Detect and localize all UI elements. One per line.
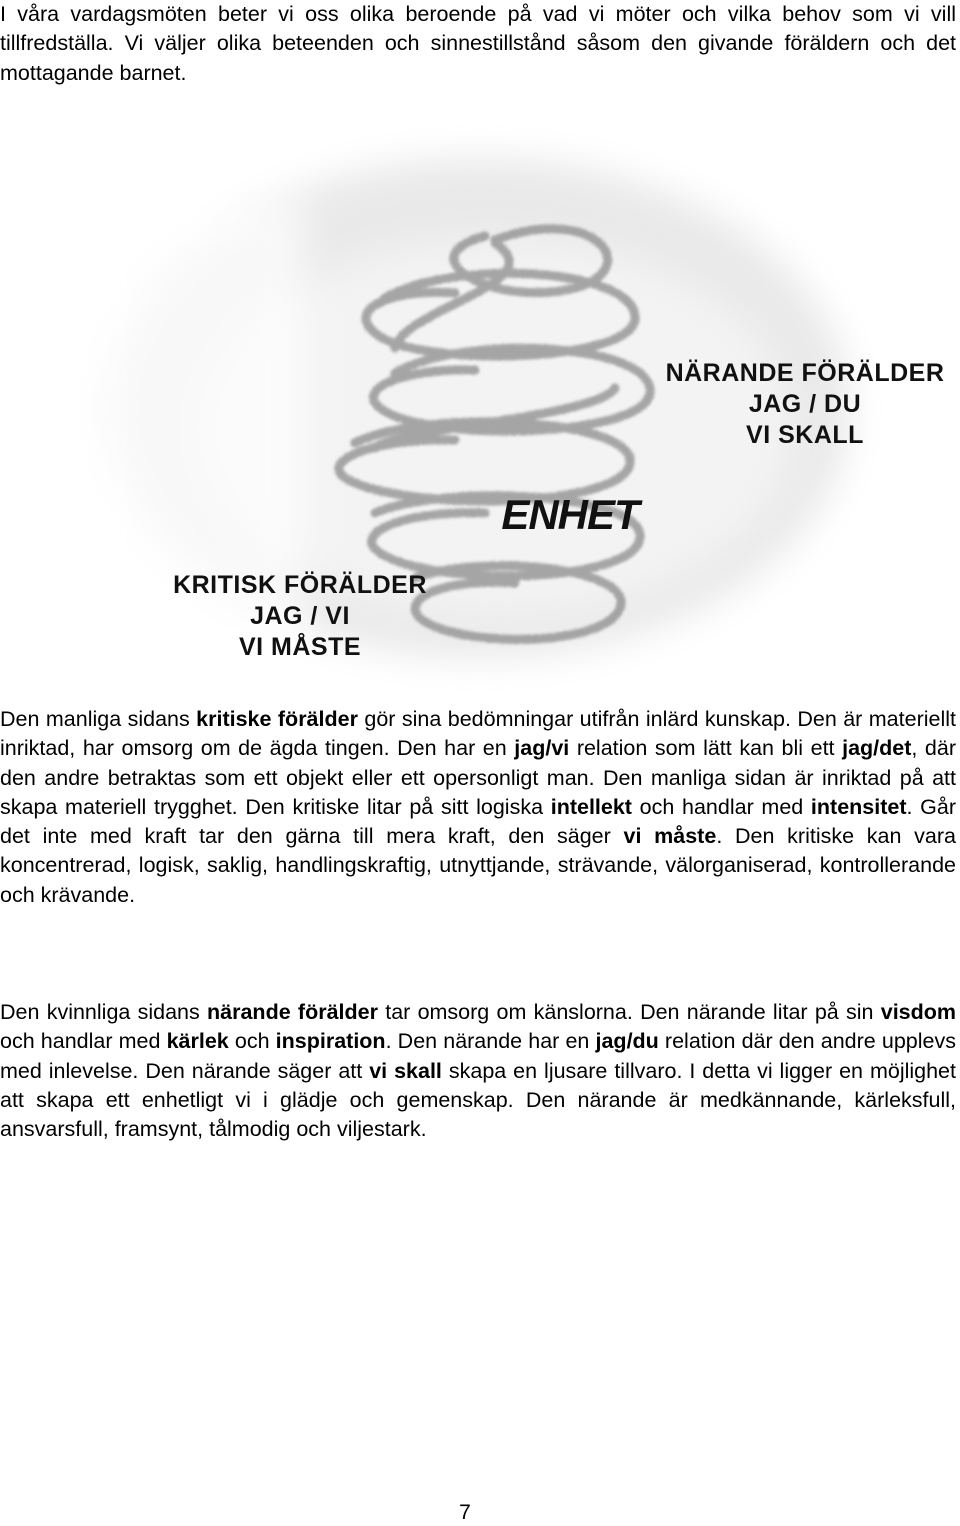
critical-parent-paragraph [0,705,956,910]
text-run: skapa en ljusare tillvaro. I detta vi ligger en möjlighet att skapa ett enhetligt vi i glädje och gemenskap. Den närande är medkännande, kärleksfull, ansvarsfull, framsynt, tålmodig och viljestark. [0,1058,956,1142]
intro-paragraph: I våra vardagsmöten beter vi oss olika beroende på vad vi möter och vilka behov som vi vill tillfredställa. Vi väljer olika beteenden och sinnestillstånd såsom den givande föräldern och det mottagande barnet. [0,2,956,85]
text-run: Den kvinnliga sidans [0,1000,208,1024]
text-run: relation som lätt kan bli ett [569,736,843,761]
nurturing-parent-motto: VI SKALL [746,421,864,449]
text-run: gör sina bedömningar utifrån inlärd kunskap. Den är materiellt inriktad, har omsorg om de ägda tingen. Den har en [0,707,956,761]
emphasis-term: vi skall [369,1058,442,1083]
text-run: tar omsorg om känslorna. Den närande litar på sin [377,1000,881,1024]
nurturing-parent-label [660,358,950,451]
emphasis-term: närande förälder [207,1000,378,1024]
critical-parent-motto: VI MÅSTE [238,633,362,661]
emphasis-term: visdom [880,1000,957,1024]
critical-parent-label [165,570,435,663]
emphasis-term: intensitet [810,794,907,819]
emphasis-term: jag/du [595,1029,659,1054]
emphasis-term: jag/vi [514,736,570,761]
unity-figure [75,108,945,700]
nurturing-parent-relation: JAG / DU [748,390,862,418]
text-run: och handlar med [0,1029,167,1054]
emphasis-term: vi måste [623,824,717,849]
text-run: Den manliga sidans [0,707,197,731]
text-run: relation där den andre upplevs med inlevelse. Den närande säger att [0,1029,956,1083]
emphasis-term: kärlek [166,1029,229,1054]
emphasis-term: jag/det [842,736,912,761]
emphasis-term: inspiration [275,1029,386,1054]
text-run: . Den närande har en [385,1029,596,1054]
text-run: . Går det inte med kraft tar den gärna till mera kraft, den säger [0,794,956,849]
emphasis-term: intellekt [550,794,632,819]
text-run: och [228,1029,276,1054]
text-run: och handlar med [631,794,811,819]
nurturing-parent-paragraph [0,998,956,1144]
unity-label: ENHET [501,491,639,538]
text-run: . Den kritiske kan vara koncentrerad, logisk, saklig, handlingskraftig, utnyttjande, strävande, välorganiserad, kontrollerande och krävande. [0,824,956,907]
page-number: 7 [459,1501,471,1524]
nurturing-parent-title: NÄRANDE FÖRÄLDER [665,359,945,387]
text-run: , där den andre betraktas som ett objekt eller ett opersonligt man. Den manliga sidan är inriktad på att skapa materiell trygghet. Den kritiske litar på sitt logiska [0,736,957,819]
critical-parent-title: KRITISK FÖRÄLDER [173,571,427,599]
emphasis-term: kritiske förälder [196,707,358,731]
critical-parent-relation: JAG / VI [250,602,350,630]
